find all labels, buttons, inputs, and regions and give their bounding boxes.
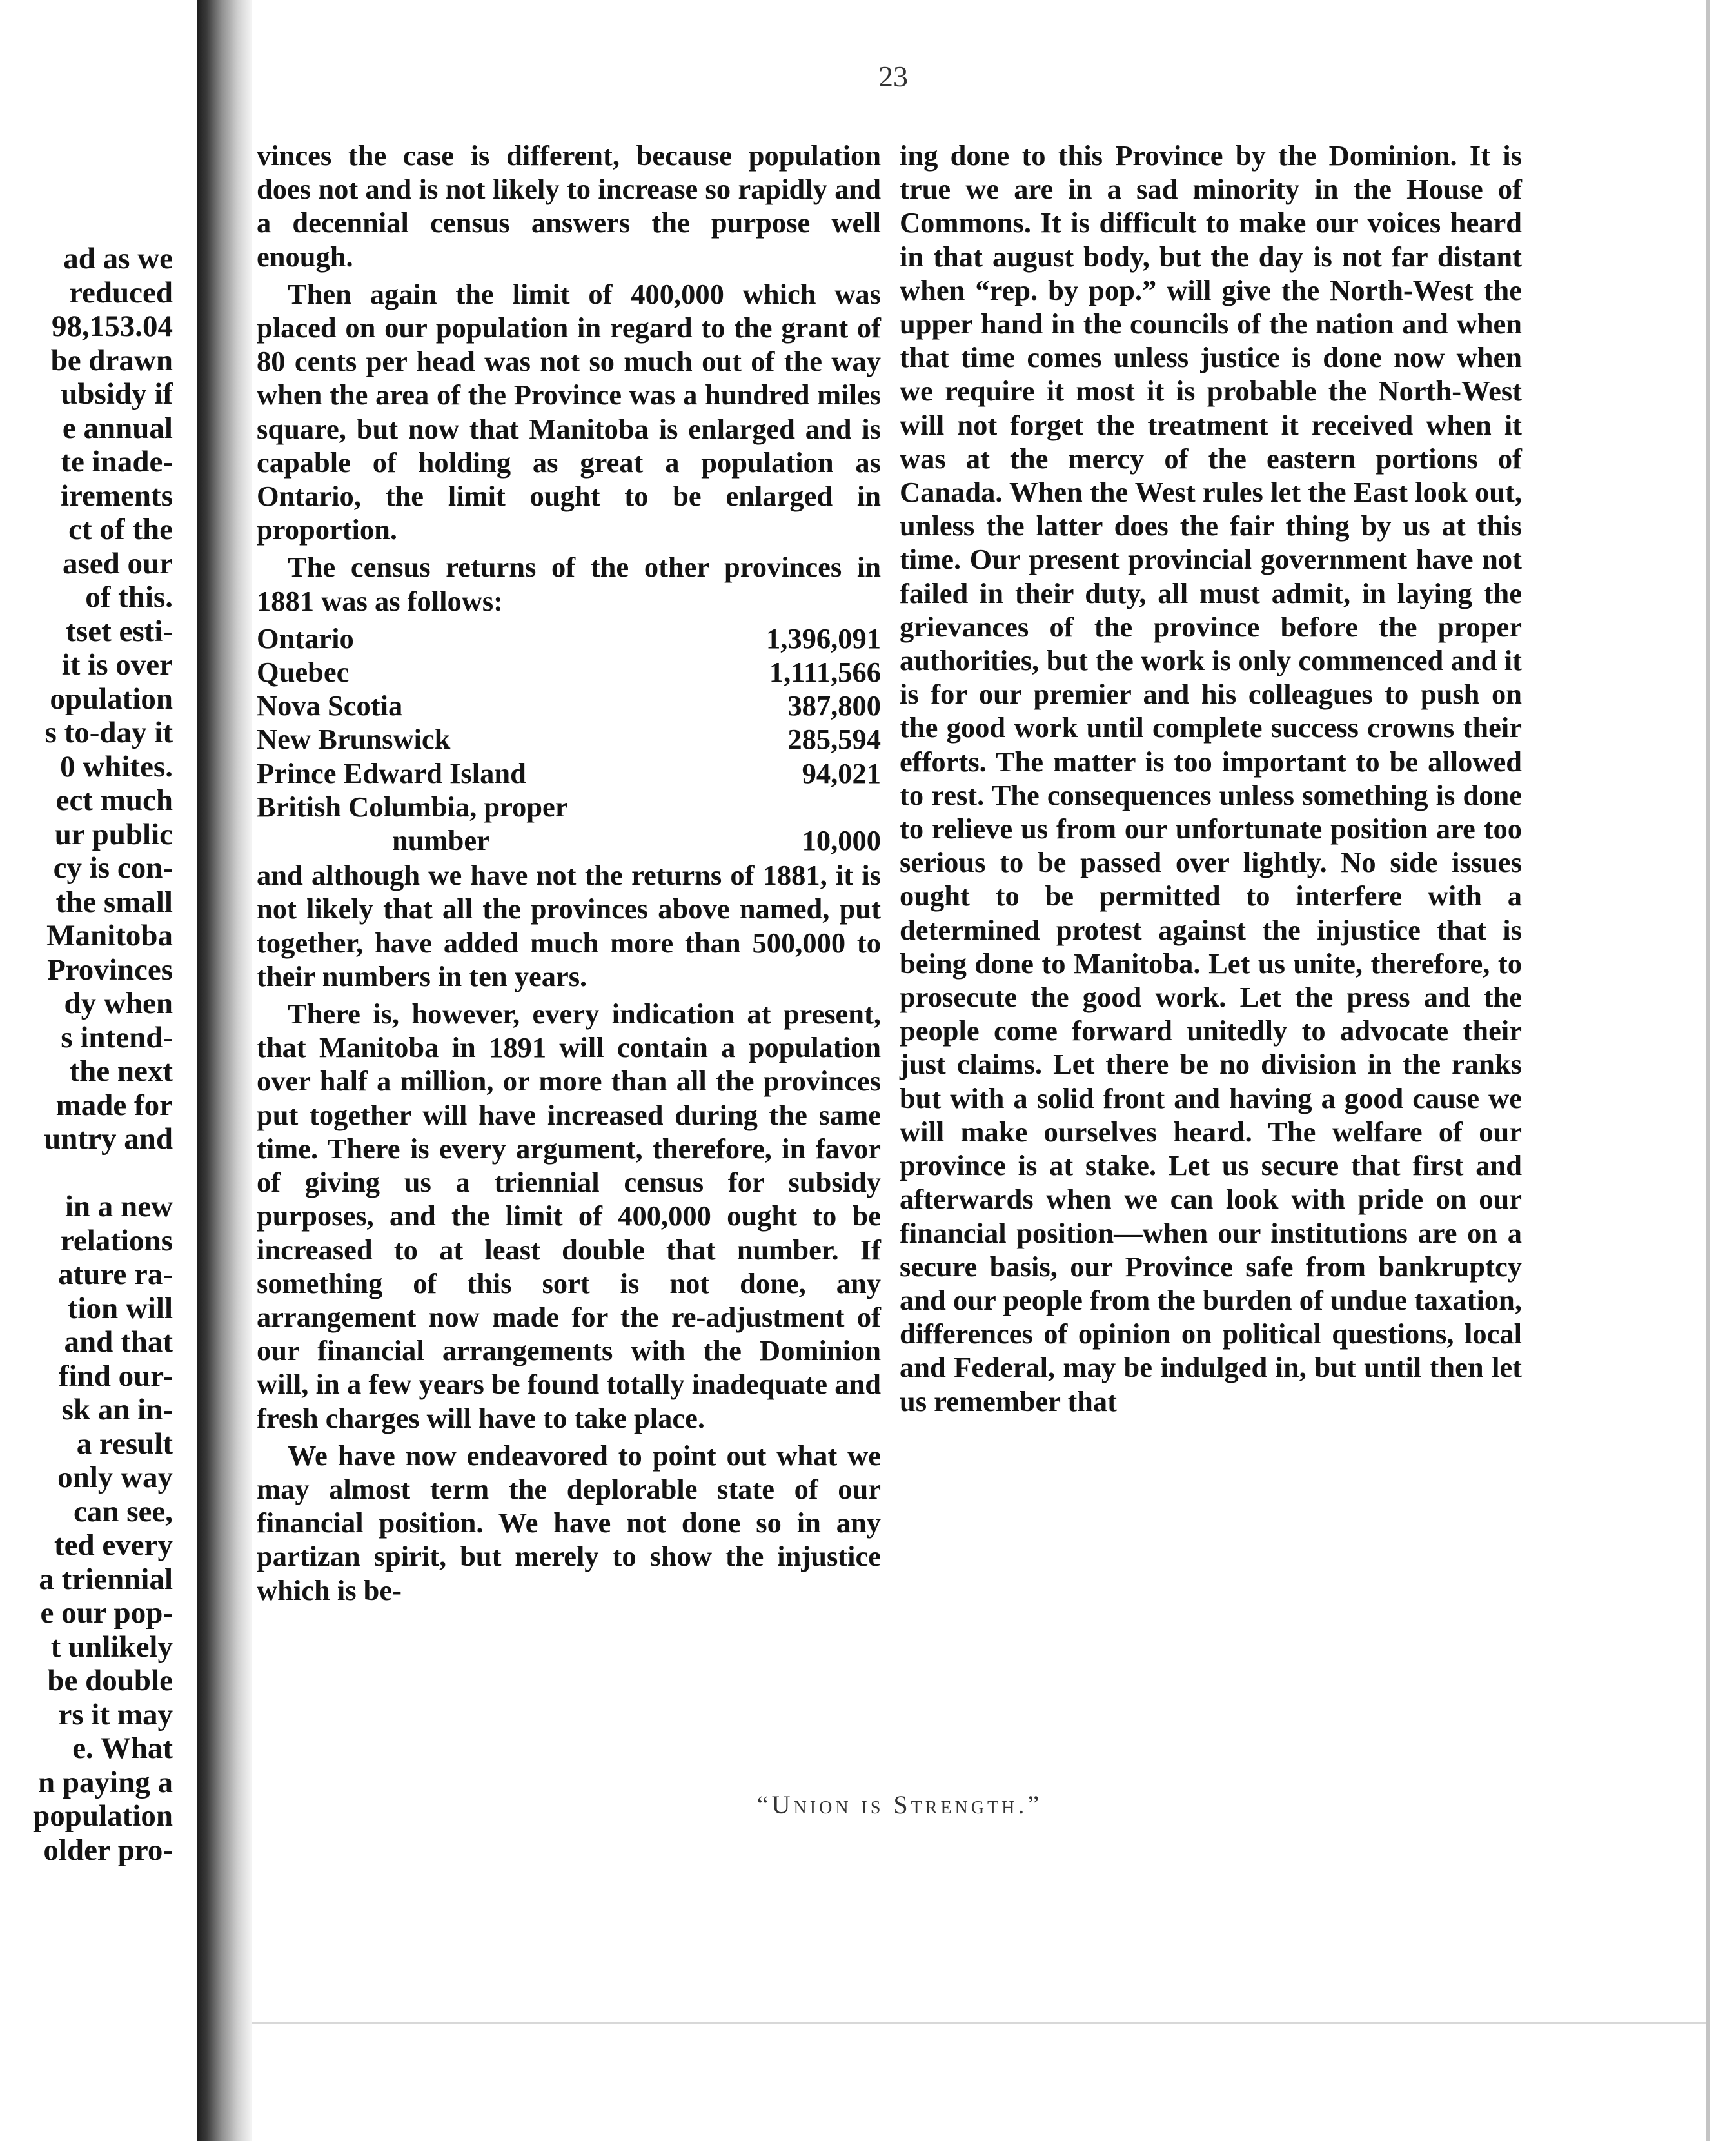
- page-edge: [1706, 0, 1710, 2141]
- paragraph: The census returns of the other provinces in 1881 was as follows:: [257, 551, 881, 617]
- fragment-line: made for: [55, 1088, 173, 1122]
- census-row: [257, 689, 881, 722]
- paragraph: Then again the limit of 400,000 which was placed on our population in regard to the grant of 80 cents per head was not so much out of the way when the area of the Province was a hundred miles square, but now that Manitoba is enlarged and is capable of holding as great a population as Ontario, the limit ought to be enlarged in proportion.: [257, 277, 881, 546]
- province-name: Nova Scotia: [257, 689, 403, 722]
- previous-page-fragment: [0, 242, 193, 1867]
- province-name: British Columbia, proper: [257, 790, 568, 823]
- fragment-line: reduced: [68, 275, 173, 310]
- fragment-line: untry and: [44, 1122, 173, 1156]
- fragment-line: 98,153.04: [52, 310, 173, 343]
- fragment-line: ct of the: [68, 513, 173, 546]
- population-value: 10,000: [802, 824, 881, 857]
- fragment-line: ur public: [54, 817, 173, 851]
- left-column: [257, 139, 881, 1611]
- population-value: 94,021: [802, 756, 881, 789]
- fragment-line: be double: [47, 1664, 173, 1697]
- province-name: New Brunswick: [257, 723, 451, 756]
- fragment-line: be drawn: [50, 343, 173, 377]
- census-row: [257, 622, 881, 655]
- paragraph: We have now endeavored to point out what we may almost term the deplorable state of our financial position. We have not done so in any partizan spirit, but merely to show the injustice which is be-: [257, 1439, 881, 1606]
- fragment-line: n paying a: [38, 1765, 173, 1799]
- fragment-line: the small: [55, 885, 173, 919]
- fragment-line: sk an in-: [61, 1393, 173, 1426]
- fragment-line: tset esti-: [66, 614, 173, 648]
- fragment-line: ased our: [62, 546, 173, 580]
- fragment-line: ad as we: [63, 242, 173, 275]
- census-row: [257, 655, 881, 689]
- fragment-line: e. What: [72, 1732, 173, 1765]
- province-name: Ontario: [257, 622, 354, 655]
- paragraph: vinces the case is different, because population does not and is not likely to increase so rapidly and a decennial census answers the purpose well enough.: [257, 139, 881, 273]
- fragment-line: the next: [69, 1054, 173, 1088]
- fragment-line: population: [33, 1799, 173, 1833]
- fragment-line: ect much: [55, 784, 173, 817]
- census-row: [257, 756, 881, 790]
- fragment-line: find our-: [58, 1359, 173, 1393]
- fragment-line: t unlikely: [50, 1630, 173, 1664]
- paragraph: and although we have not the returns of 1881, it is not likely that all the provinces above named, put together, have added much more than 500,000 to their numbers in ten years.: [257, 859, 881, 992]
- fragment-line: irements: [60, 479, 173, 513]
- fragment-line: tion will: [67, 1291, 173, 1325]
- fragment-line: e annual: [62, 411, 173, 445]
- fragment-line: cy is con-: [53, 851, 173, 885]
- paragraph: There is, however, every indication at present, that Manitoba in 1891 will contain a population over half a million, or more than all the provinces put together will have increased during the same time. There is every argument, therefore, in favor of giving us a triennial census for subsidy purposes, and the limit of 400,000 ought to be increased to at least double that number. If something of this sort is not done, any arrangement now made for the re-adjustment of our financial arrangements with the Dominion will, in a few years be found totally inadequate and fresh charges will have to take place.: [257, 998, 881, 1434]
- fragment-line: rs it may: [58, 1697, 173, 1732]
- fragment-line: opulation: [50, 682, 173, 716]
- book-gutter-shadow: [197, 0, 252, 2141]
- fragment-line: ature ra-: [58, 1258, 173, 1291]
- census-table: [257, 622, 881, 857]
- fragment-line: 0 whites.: [60, 749, 173, 784]
- fragment-line: in a new: [64, 1190, 173, 1223]
- paragraph: ing done to this Province by the Dominion. It is true we are in a sad minority in the House of Commons. It is difficult to make our voices heard in that august body, but the day is not far distant when “rep. by pop.” will give the North-West the upper hand in the councils of the nation and when that time comes unless justice is done now when we require it most it is probable the North-West will not forget the treatment it received when it was at the mercy of the eastern portions of Canada. When the West rules let the East look out, unless the latter does the fair thing by us at this time. Our present provincial government have not failed in their duty, all must admit, in laying the grievances of the province before the proper authorities, but the work is only commenced and it is for our premier and his colleagues to push on the good work until complete success crowns their efforts. The matter is too important to be allowed to rest. The consequences unless something is done to relieve us from our unfortunate position are too serious to be passed over lightly. No side issues ought to be permitted to interfere with a determined protest against the injustice that is being done to Manitoba. Let us unite, therefore, to prosecute the good work. Let the press and the people come forward unitedly to advocate their just claims. Let there be no division in the ranks but with a solid front and having a good cause we will make ourselves heard. The welfare of our province is at stake. Let us secure that first and afterwards when we can look with pride on our financial position—when our institutions are on a secure basis, our Province safe from bankruptcy and our people from the burden of undue taxation, differences of opinion on political questions, local and Federal, may be indulged in, but until then let us remember that: [900, 139, 1522, 1417]
- fragment-line: ted every: [54, 1528, 173, 1562]
- fragment-line: Manitoba: [46, 919, 173, 952]
- province-name: Quebec: [257, 656, 350, 689]
- fragment-line: only way: [57, 1461, 173, 1494]
- province-name: number: [392, 824, 489, 857]
- fragment-line: [0, 1156, 193, 1190]
- population-value: 285,594: [787, 723, 881, 756]
- closing-motto: “Union is Strength.”: [756, 1790, 1043, 1819]
- population-value: 1,396,091: [766, 622, 881, 655]
- fragment-line: Provinces: [47, 952, 173, 987]
- page-bottom-edge: [252, 2022, 1706, 2024]
- fragment-line: te inade-: [61, 445, 173, 479]
- population-value: 1,111,566: [769, 656, 881, 689]
- fragment-line: of this.: [85, 580, 173, 614]
- fragment-line: and that: [64, 1325, 173, 1359]
- fragment-line: s to-day it: [44, 716, 173, 749]
- fragment-line: e our pop-: [40, 1596, 173, 1630]
- fragment-line: older pro-: [43, 1833, 173, 1867]
- fragment-line: ubsidy if: [61, 377, 173, 411]
- fragment-line: can see,: [73, 1494, 173, 1528]
- fragment-line: dy when: [64, 987, 173, 1020]
- page-number: 23: [878, 60, 908, 93]
- census-row: [257, 790, 881, 824]
- population-value: 387,800: [787, 689, 881, 722]
- fragment-line: s intend-: [61, 1020, 173, 1054]
- census-row: [257, 824, 881, 857]
- fragment-line: relations: [60, 1223, 173, 1258]
- fragment-line: a triennial: [39, 1562, 173, 1596]
- province-name: Prince Edward Island: [257, 756, 526, 789]
- census-row: [257, 722, 881, 756]
- right-column: [900, 139, 1522, 1422]
- fragment-line: a result: [76, 1426, 173, 1461]
- fragment-line: it is over: [61, 648, 173, 682]
